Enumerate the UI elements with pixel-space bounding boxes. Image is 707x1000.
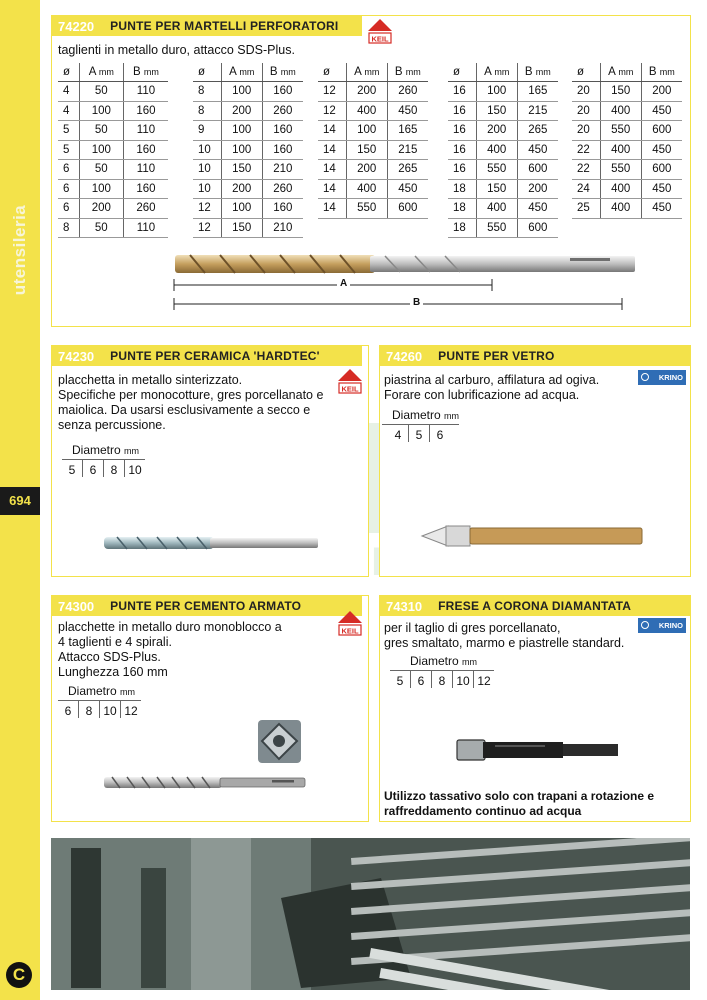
- diameter-table: Diametro mm 5 6 8 10: [62, 443, 145, 477]
- cell-length-a: 200: [79, 199, 123, 219]
- cell-diameter: 6: [58, 179, 79, 199]
- cell-diameter: 5: [58, 140, 79, 160]
- cell-length-b: 160: [123, 179, 168, 199]
- table-row: [572, 101, 682, 121]
- product-code: 74260: [386, 348, 423, 364]
- cell-length-b: 160: [262, 82, 303, 102]
- cell-length-a: 50: [79, 121, 123, 141]
- cell-length-b: 160: [123, 101, 168, 121]
- cell-length-a: 150: [346, 140, 387, 160]
- glass-drill-bit-image: [420, 521, 645, 551]
- cell-diameter: 18: [448, 199, 476, 219]
- table-row: [572, 121, 682, 141]
- table-row: [448, 101, 558, 121]
- cell-diameter: 14: [318, 140, 346, 160]
- product-code: 74310: [386, 598, 423, 614]
- cell-length-b: 210: [262, 218, 303, 238]
- product-code: 74230: [58, 348, 95, 364]
- section-74310: [379, 595, 691, 822]
- dimension-a-label: A: [337, 278, 350, 289]
- product-name: PUNTE PER CEMENTO ARMATO: [110, 599, 302, 613]
- cell-length-a: 200: [221, 101, 262, 121]
- section-header: [380, 346, 690, 366]
- cell-diameter: 10: [193, 140, 221, 160]
- cell-length-a: 100: [79, 101, 123, 121]
- cell-length-b: 160: [262, 199, 303, 219]
- cell-length-b: 450: [517, 140, 558, 160]
- table-row: [58, 160, 168, 180]
- sds-drill-bit-image: [170, 238, 640, 328]
- cell-diameter: 16: [448, 101, 476, 121]
- cell-length-a: 150: [221, 160, 262, 180]
- table-row: [448, 199, 558, 219]
- cell-diameter: 12: [193, 199, 221, 219]
- cell-diameter: 20: [572, 121, 600, 141]
- cell-length-a: 100: [221, 82, 262, 102]
- table-row: [318, 121, 428, 141]
- svg-text:KEIL: KEIL: [341, 626, 359, 636]
- cell-length-a: 400: [600, 101, 641, 121]
- table-row: [58, 82, 168, 102]
- diameter-table: Diametro mm 6 8 10 12: [58, 684, 141, 718]
- cell-length-b: 600: [641, 121, 682, 141]
- table-row: [193, 140, 303, 160]
- cell-length-b: 210: [262, 160, 303, 180]
- cell-length-b: 450: [641, 101, 682, 121]
- cell-diameter: 18: [448, 179, 476, 199]
- table-row: [572, 160, 682, 180]
- cell-diameter: 16: [448, 121, 476, 141]
- cell-length-b: 600: [517, 218, 558, 238]
- cell-diameter: 20: [572, 101, 600, 121]
- cell-diameter: 16: [448, 140, 476, 160]
- keil-logo-icon: [336, 368, 364, 400]
- cell-length-a: 150: [221, 218, 262, 238]
- cell-diameter: 9: [193, 121, 221, 141]
- cell-length-a: 550: [476, 218, 517, 238]
- table-row: [58, 218, 168, 238]
- cell-length-a: 400: [600, 179, 641, 199]
- cell-length-b: 260: [123, 199, 168, 219]
- cell-length-b: 260: [262, 179, 303, 199]
- cell-diameter: 16: [448, 160, 476, 180]
- header-diameter: ø: [448, 63, 476, 82]
- table-row: [193, 218, 303, 238]
- keil-logo-icon: [366, 18, 394, 50]
- table-row: [448, 218, 558, 238]
- header-length-b: B mm: [262, 63, 303, 82]
- cell-length-a: 400: [476, 140, 517, 160]
- svg-text:KEIL: KEIL: [371, 34, 389, 44]
- header-length-b: B mm: [641, 63, 682, 82]
- product-description: placchetta in metallo sinterizzato. Specifiche per monocotture, gres porcellanato e maiolica. Da usarsi esclusivamente a secco e senza percussione.: [58, 373, 324, 432]
- cell-length-a: 200: [476, 121, 517, 141]
- cell-diameter: 14: [318, 179, 346, 199]
- product-name: PUNTE PER CERAMICA 'HARDTEC': [110, 349, 320, 363]
- section-74260: [379, 345, 691, 577]
- cell-length-b: 110: [123, 82, 168, 102]
- cell-diameter: 8: [193, 82, 221, 102]
- product-code: 74300: [58, 598, 95, 614]
- header-length-b: B mm: [123, 63, 168, 82]
- cell-diameter: 8: [58, 218, 79, 238]
- product-name: PUNTE PER MARTELLI PERFORATORI: [110, 19, 339, 33]
- cell-diameter: 8: [193, 101, 221, 121]
- diameter-table: Diametro mm 4 5 6: [382, 408, 459, 442]
- cell-diameter: 10: [193, 179, 221, 199]
- header-diameter: ø: [572, 63, 600, 82]
- table-row: [193, 179, 303, 199]
- diameter-values: 5 6 8 10 12: [390, 671, 494, 688]
- product-code: 74220: [58, 18, 95, 34]
- table-row: [58, 199, 168, 219]
- corner-badge: C: [6, 962, 32, 988]
- cell-length-b: 215: [387, 140, 428, 160]
- cell-length-b: 265: [387, 160, 428, 180]
- cell-length-a: 400: [600, 140, 641, 160]
- table-row: [193, 160, 303, 180]
- table-row: [318, 101, 428, 121]
- concrete-drill-bit-image: [102, 771, 307, 793]
- cell-length-a: 150: [600, 82, 641, 102]
- cell-length-b: 600: [387, 199, 428, 219]
- cell-length-b: 160: [262, 140, 303, 160]
- category-label: utensileria: [10, 204, 29, 296]
- header-length-b: B mm: [517, 63, 558, 82]
- table-row: [318, 82, 428, 102]
- cell-length-b: 160: [262, 121, 303, 141]
- cell-length-b: 110: [123, 218, 168, 238]
- cell-length-a: 400: [346, 101, 387, 121]
- section-header: [52, 596, 362, 616]
- cell-length-a: 100: [221, 121, 262, 141]
- cell-length-b: 260: [262, 101, 303, 121]
- table-row: [58, 179, 168, 199]
- table-row: [58, 140, 168, 160]
- cell-length-b: 265: [517, 121, 558, 141]
- cell-diameter: 14: [318, 160, 346, 180]
- cell-length-a: 50: [79, 218, 123, 238]
- drill-tip-image: [257, 719, 302, 764]
- cell-length-a: 550: [476, 160, 517, 180]
- table-row: [318, 199, 428, 219]
- table-row: [572, 199, 682, 219]
- table-row: [58, 121, 168, 141]
- header-length-a: A mm: [346, 63, 387, 82]
- size-table-2: [193, 63, 303, 238]
- cell-length-a: 200: [346, 82, 387, 102]
- table-row: [193, 101, 303, 121]
- cell-length-b: 200: [641, 82, 682, 102]
- cell-diameter: 25: [572, 199, 600, 219]
- cell-length-b: 215: [517, 101, 558, 121]
- product-name: FRESE A CORONA DIAMANTATA: [438, 599, 632, 613]
- krino-logo-icon: KRINO: [638, 618, 686, 633]
- cell-length-b: 450: [641, 140, 682, 160]
- size-table-1: [58, 63, 168, 238]
- table-row: [448, 179, 558, 199]
- table-row: [193, 82, 303, 102]
- header-length-b: B mm: [387, 63, 428, 82]
- page-number: 694: [0, 487, 40, 515]
- cell-length-a: 100: [79, 179, 123, 199]
- cell-diameter: 20: [572, 82, 600, 102]
- cell-length-a: 550: [600, 160, 641, 180]
- cell-length-a: 400: [600, 199, 641, 219]
- dimension-b-label: B: [410, 297, 423, 308]
- cell-length-a: 550: [600, 121, 641, 141]
- cell-length-a: 200: [346, 160, 387, 180]
- header-diameter: ø: [318, 63, 346, 82]
- table-row: [318, 160, 428, 180]
- cell-length-a: 550: [346, 199, 387, 219]
- cell-diameter: 6: [58, 199, 79, 219]
- krino-logo-icon: KRINO: [638, 370, 686, 385]
- diameter-table: Diametro mm 5 6 8 10 12: [390, 654, 494, 688]
- cell-length-a: 400: [346, 179, 387, 199]
- size-table-3: [318, 63, 428, 219]
- table-row: [193, 121, 303, 141]
- table-row: [572, 179, 682, 199]
- table-row: [193, 199, 303, 219]
- size-table-4: [448, 63, 558, 238]
- cell-diameter: 12: [318, 101, 346, 121]
- cell-length-b: 450: [641, 199, 682, 219]
- table-row: [572, 140, 682, 160]
- cell-length-b: 165: [517, 82, 558, 102]
- cell-length-b: 600: [641, 160, 682, 180]
- table-row: [318, 140, 428, 160]
- section-74220: [51, 15, 691, 327]
- header-length-a: A mm: [221, 63, 262, 82]
- cell-length-b: 165: [387, 121, 428, 141]
- cell-diameter: 10: [193, 160, 221, 180]
- product-name: PUNTE PER VETRO: [438, 349, 555, 363]
- cell-diameter: 5: [58, 121, 79, 141]
- cell-length-b: 450: [387, 179, 428, 199]
- usage-note: Utilizzo tassativo solo con trapani a rotazione e raffreddamento continuo ad acqua: [384, 789, 655, 818]
- cell-diameter: 6: [58, 160, 79, 180]
- section-header: [52, 346, 362, 366]
- cell-length-b: 450: [517, 199, 558, 219]
- cell-length-b: 260: [387, 82, 428, 102]
- cell-diameter: 18: [448, 218, 476, 238]
- keil-logo-icon: [336, 610, 364, 642]
- header-diameter: ø: [58, 63, 79, 82]
- cell-diameter: 12: [318, 82, 346, 102]
- cell-length-a: 100: [476, 82, 517, 102]
- cell-diameter: 24: [572, 179, 600, 199]
- cell-diameter: 22: [572, 140, 600, 160]
- cell-length-a: 50: [79, 160, 123, 180]
- cell-length-b: 600: [517, 160, 558, 180]
- cell-length-b: 160: [123, 140, 168, 160]
- table-row: [572, 82, 682, 102]
- cell-length-b: 110: [123, 121, 168, 141]
- diameter-values: 6 8 10 12: [58, 701, 141, 718]
- factory-photo: [51, 838, 690, 990]
- cell-diameter: 14: [318, 121, 346, 141]
- header-length-a: A mm: [79, 63, 123, 82]
- cell-diameter: 14: [318, 199, 346, 219]
- cell-length-a: 100: [346, 121, 387, 141]
- cell-length-a: 150: [476, 179, 517, 199]
- header-diameter: ø: [193, 63, 221, 82]
- size-table-5: [572, 63, 682, 219]
- cell-diameter: 4: [58, 101, 79, 121]
- table-row: [318, 179, 428, 199]
- cell-diameter: 16: [448, 82, 476, 102]
- table-row: [448, 121, 558, 141]
- header-length-a: A mm: [476, 63, 517, 82]
- product-description: piastrina al carburo, affilatura ad ogiva. Forare con lubrificazione ad acqua.: [384, 373, 600, 402]
- section-74300: [51, 595, 369, 822]
- section-74230: [51, 345, 369, 577]
- cell-diameter: 12: [193, 218, 221, 238]
- table-row: [448, 140, 558, 160]
- svg-text:KEIL: KEIL: [341, 384, 359, 394]
- section-header: [380, 596, 690, 616]
- cell-length-a: 200: [221, 179, 262, 199]
- ceramic-drill-bit-image: [102, 533, 322, 553]
- table-row: [58, 101, 168, 121]
- cell-length-b: 450: [641, 179, 682, 199]
- diamond-core-bit-image: [455, 736, 620, 764]
- table-row: [448, 82, 558, 102]
- cell-length-a: 150: [476, 101, 517, 121]
- product-description: placchette in metallo duro monoblocco a 4 taglienti e 4 spirali. Attacco SDS-Plus. Lunghezza 160 mm: [58, 620, 282, 679]
- cell-length-b: 200: [517, 179, 558, 199]
- cell-length-a: 100: [79, 140, 123, 160]
- cell-length-a: 50: [79, 82, 123, 102]
- diameter-values: 4 5 6: [382, 425, 459, 442]
- cell-diameter: 4: [58, 82, 79, 102]
- product-description: taglienti in metallo duro, attacco SDS-Plus.: [58, 43, 295, 57]
- cell-length-b: 450: [387, 101, 428, 121]
- diameter-values: 5 6 8 10: [62, 460, 145, 477]
- table-row: [448, 160, 558, 180]
- cell-diameter: 22: [572, 160, 600, 180]
- cell-length-a: 400: [476, 199, 517, 219]
- product-description: per il taglio di gres porcellanato, gres smaltato, marmo e piastrelle standard.: [384, 621, 625, 650]
- cell-length-a: 100: [221, 140, 262, 160]
- header-length-a: A mm: [600, 63, 641, 82]
- cell-length-b: 110: [123, 160, 168, 180]
- section-header: [52, 16, 362, 36]
- cell-length-a: 100: [221, 199, 262, 219]
